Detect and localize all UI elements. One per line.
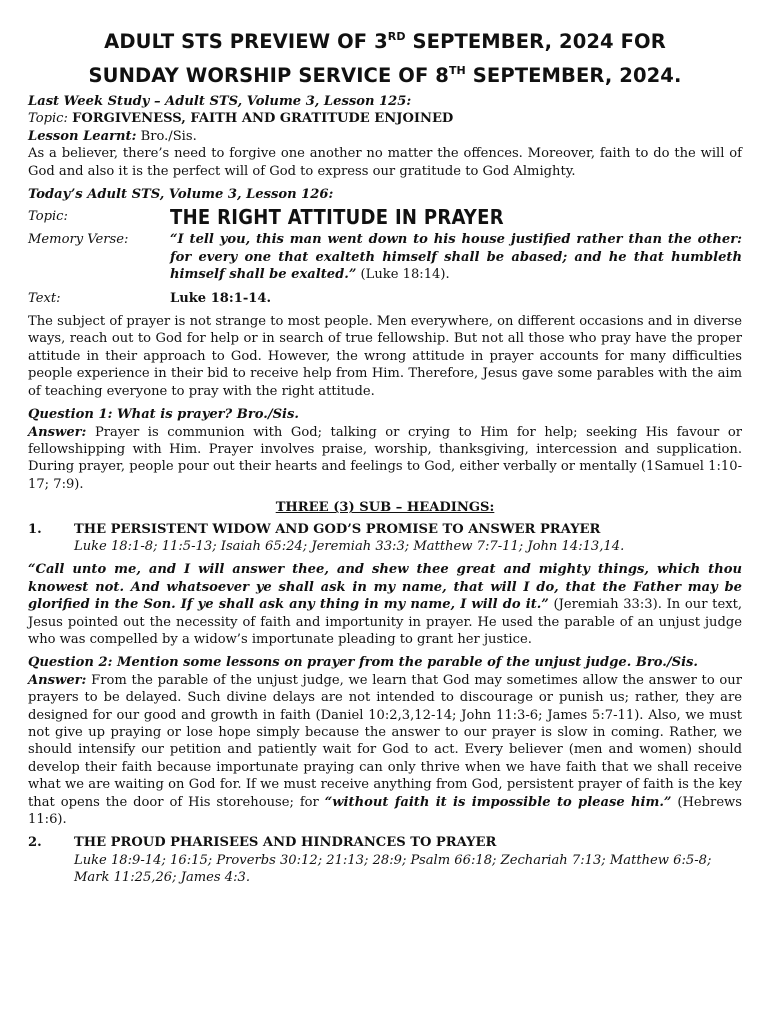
text-value: Luke 18:1-14. <box>170 290 272 306</box>
title-line2-end: SEPTEMBER, 2024. <box>465 64 682 87</box>
section-2-heading <box>28 834 742 851</box>
lesson-learnt <box>28 128 742 145</box>
section-2-title: THE PROUD PHARISEES AND HINDRANCES TO PRAYER <box>74 835 497 851</box>
document-page <box>28 22 742 887</box>
section-1-title: THE PERSISTENT WIDOW AND GOD’S PROMISE TO ANSWER PRAYER <box>74 521 601 537</box>
last-week-topic <box>28 110 742 127</box>
question-1: Question 1: What is prayer? Bro./Sis. <box>28 407 299 423</box>
topic-label: Topic: <box>28 209 68 225</box>
document-title <box>28 22 742 90</box>
section-2-refs: Luke 18:9-14; 16:15; Proverbs 30:12; 21:13; 28:9; Psalm 66:18; Zechariah 7:13; Matthew 6:5-8; Mark 11:25,26; James 4:3. <box>74 852 712 886</box>
last-week-summary: As a believer, there’s need to forgive one another no matter the offences. Moreover, faith to do the will of God and also it is the perfect will of God to express our gratitude to God Almighty. <box>28 146 742 179</box>
section-1-heading <box>28 521 742 538</box>
answer-1-label: Answer: <box>28 424 87 440</box>
lesson-learnt-label: Lesson Learnt: <box>28 128 137 144</box>
title-line1-sup: RD <box>387 30 406 43</box>
answer-2-label: Answer: <box>28 672 87 688</box>
answer-2-end: (Hebrews 11:6). <box>28 794 742 828</box>
section-1-text: (Jeremiah 33:3). In our text, Jesus pointed out the necessity of faith and importunity in prayer. He used the parable of an unjust judge who was compelled by a widow’s importunate pleading to grant her justice. <box>28 597 743 647</box>
answer-1-text: Prayer is communion with God; talking or crying to Him for help; seeking His favour or fellowshipping with Him. Prayer involves praise, worship, thanksgiving, intercession and supplication. During prayer, people pour out their hearts and feelings to God, either verbally or mentally (1Samuel 1:10-17; 7:9). <box>28 424 742 492</box>
last-week-heading: Last Week Study – Adult STS, Volume 3, Lesson 125: <box>28 94 412 109</box>
question-2: Question 2: Mention some lessons on prayer from the parable of the unjust judge. Bro./Sis. <box>28 655 698 671</box>
text-row <box>28 290 742 307</box>
text-label: Text: <box>28 290 61 306</box>
answer-2-text: From the parable of the unjust judge, we learn that God may sometimes allow the answer to our prayers to be delayed. Such divine delays are not intended to discourage or punish us; rather, they are designed for our good and growth in faith (Daniel 10:2,3,12-14; John 11:3-6; James 5:7-11). Also, we must not give up praying or lose hope simply because the answer to our prayer is slow in coming. Rather, we should intensify our petition and patiently wait for God to act. Every believer (men and women) should develop their faith because importunate praying can only thrive when we have faith that we shall receive what we are waiting on God for. If we must receive anything from God, persistent prayer of faith is the key that opens the door of His storehouse; for <box>28 672 742 810</box>
section-1-refs: Luke 18:1-8; 11:5-13; Isaiah 65:24; Jeremiah 33:3; Matthew 7:7-11; John 14:13,14. <box>74 538 625 554</box>
title-line1-end: SEPTEMBER, 2024 FOR <box>405 30 666 53</box>
memory-verse-ref: (Luke 18:14). <box>356 267 450 283</box>
last-week-topic-label: Topic: <box>28 111 68 127</box>
subheadings-title: THREE (3) SUB – HEADINGS: <box>275 500 495 516</box>
section-1-number: 1. <box>28 521 42 537</box>
title-line1 <box>104 30 666 53</box>
title-line2-sup: TH <box>448 64 466 77</box>
section-1-quote: “Call unto me, and I will answer thee, and shew thee great and mighty things, which thou knowest not. And whatsoever ye shall ask in my name, that will I do, that the Father may be glorified in the Son. If ye shall ask any thing in my name, I will do it.” <box>28 562 742 613</box>
section-2-number: 2. <box>28 835 42 851</box>
title-line2 <box>89 64 682 87</box>
memory-verse-row <box>28 231 742 283</box>
answer-2-emphasis: “without faith it is impossible to please him.” <box>324 794 672 810</box>
answer-2 <box>28 672 742 829</box>
memory-verse-text: “I tell you, this man went down to his house justified rather than the other: for every one that exalteth himself shall be abased; and he that humbleth himself shall be exalted.” <box>170 232 742 283</box>
title-line2-text: SUNDAY WORSHIP SERVICE OF 8 <box>88 64 449 87</box>
topic-title: THE RIGHT ATTITUDE IN PRAYER <box>170 205 504 230</box>
today-heading: Today’s Adult STS, Volume 3, Lesson 126: <box>28 187 334 203</box>
section-1-body <box>28 561 742 648</box>
memory-verse-label: Memory Verse: <box>28 232 129 248</box>
last-week-topic-value: FORGIVENESS, FAITH AND GRATITUDE ENJOINED <box>72 111 454 127</box>
title-line1-text: ADULT STS PREVIEW OF 3 <box>104 30 388 53</box>
memory-verse <box>170 231 742 283</box>
intro-paragraph: The subject of prayer is not strange to most people. Men everywhere, on different occasions and in diverse ways, reach out to God for help or in search of true fellowship. But not all those who pray have the proper attitude in their approach to God. However, the wrong attitude in prayer accounts for many difficulties people experience in their bid to receive help from Him. Therefore, Jesus gave some parables with the aim of teaching everyone to pray with the right attitude. <box>28 314 742 399</box>
lesson-learnt-value: Bro./Sis. <box>140 128 197 144</box>
topic-row <box>28 205 742 229</box>
answer-1 <box>28 424 742 494</box>
